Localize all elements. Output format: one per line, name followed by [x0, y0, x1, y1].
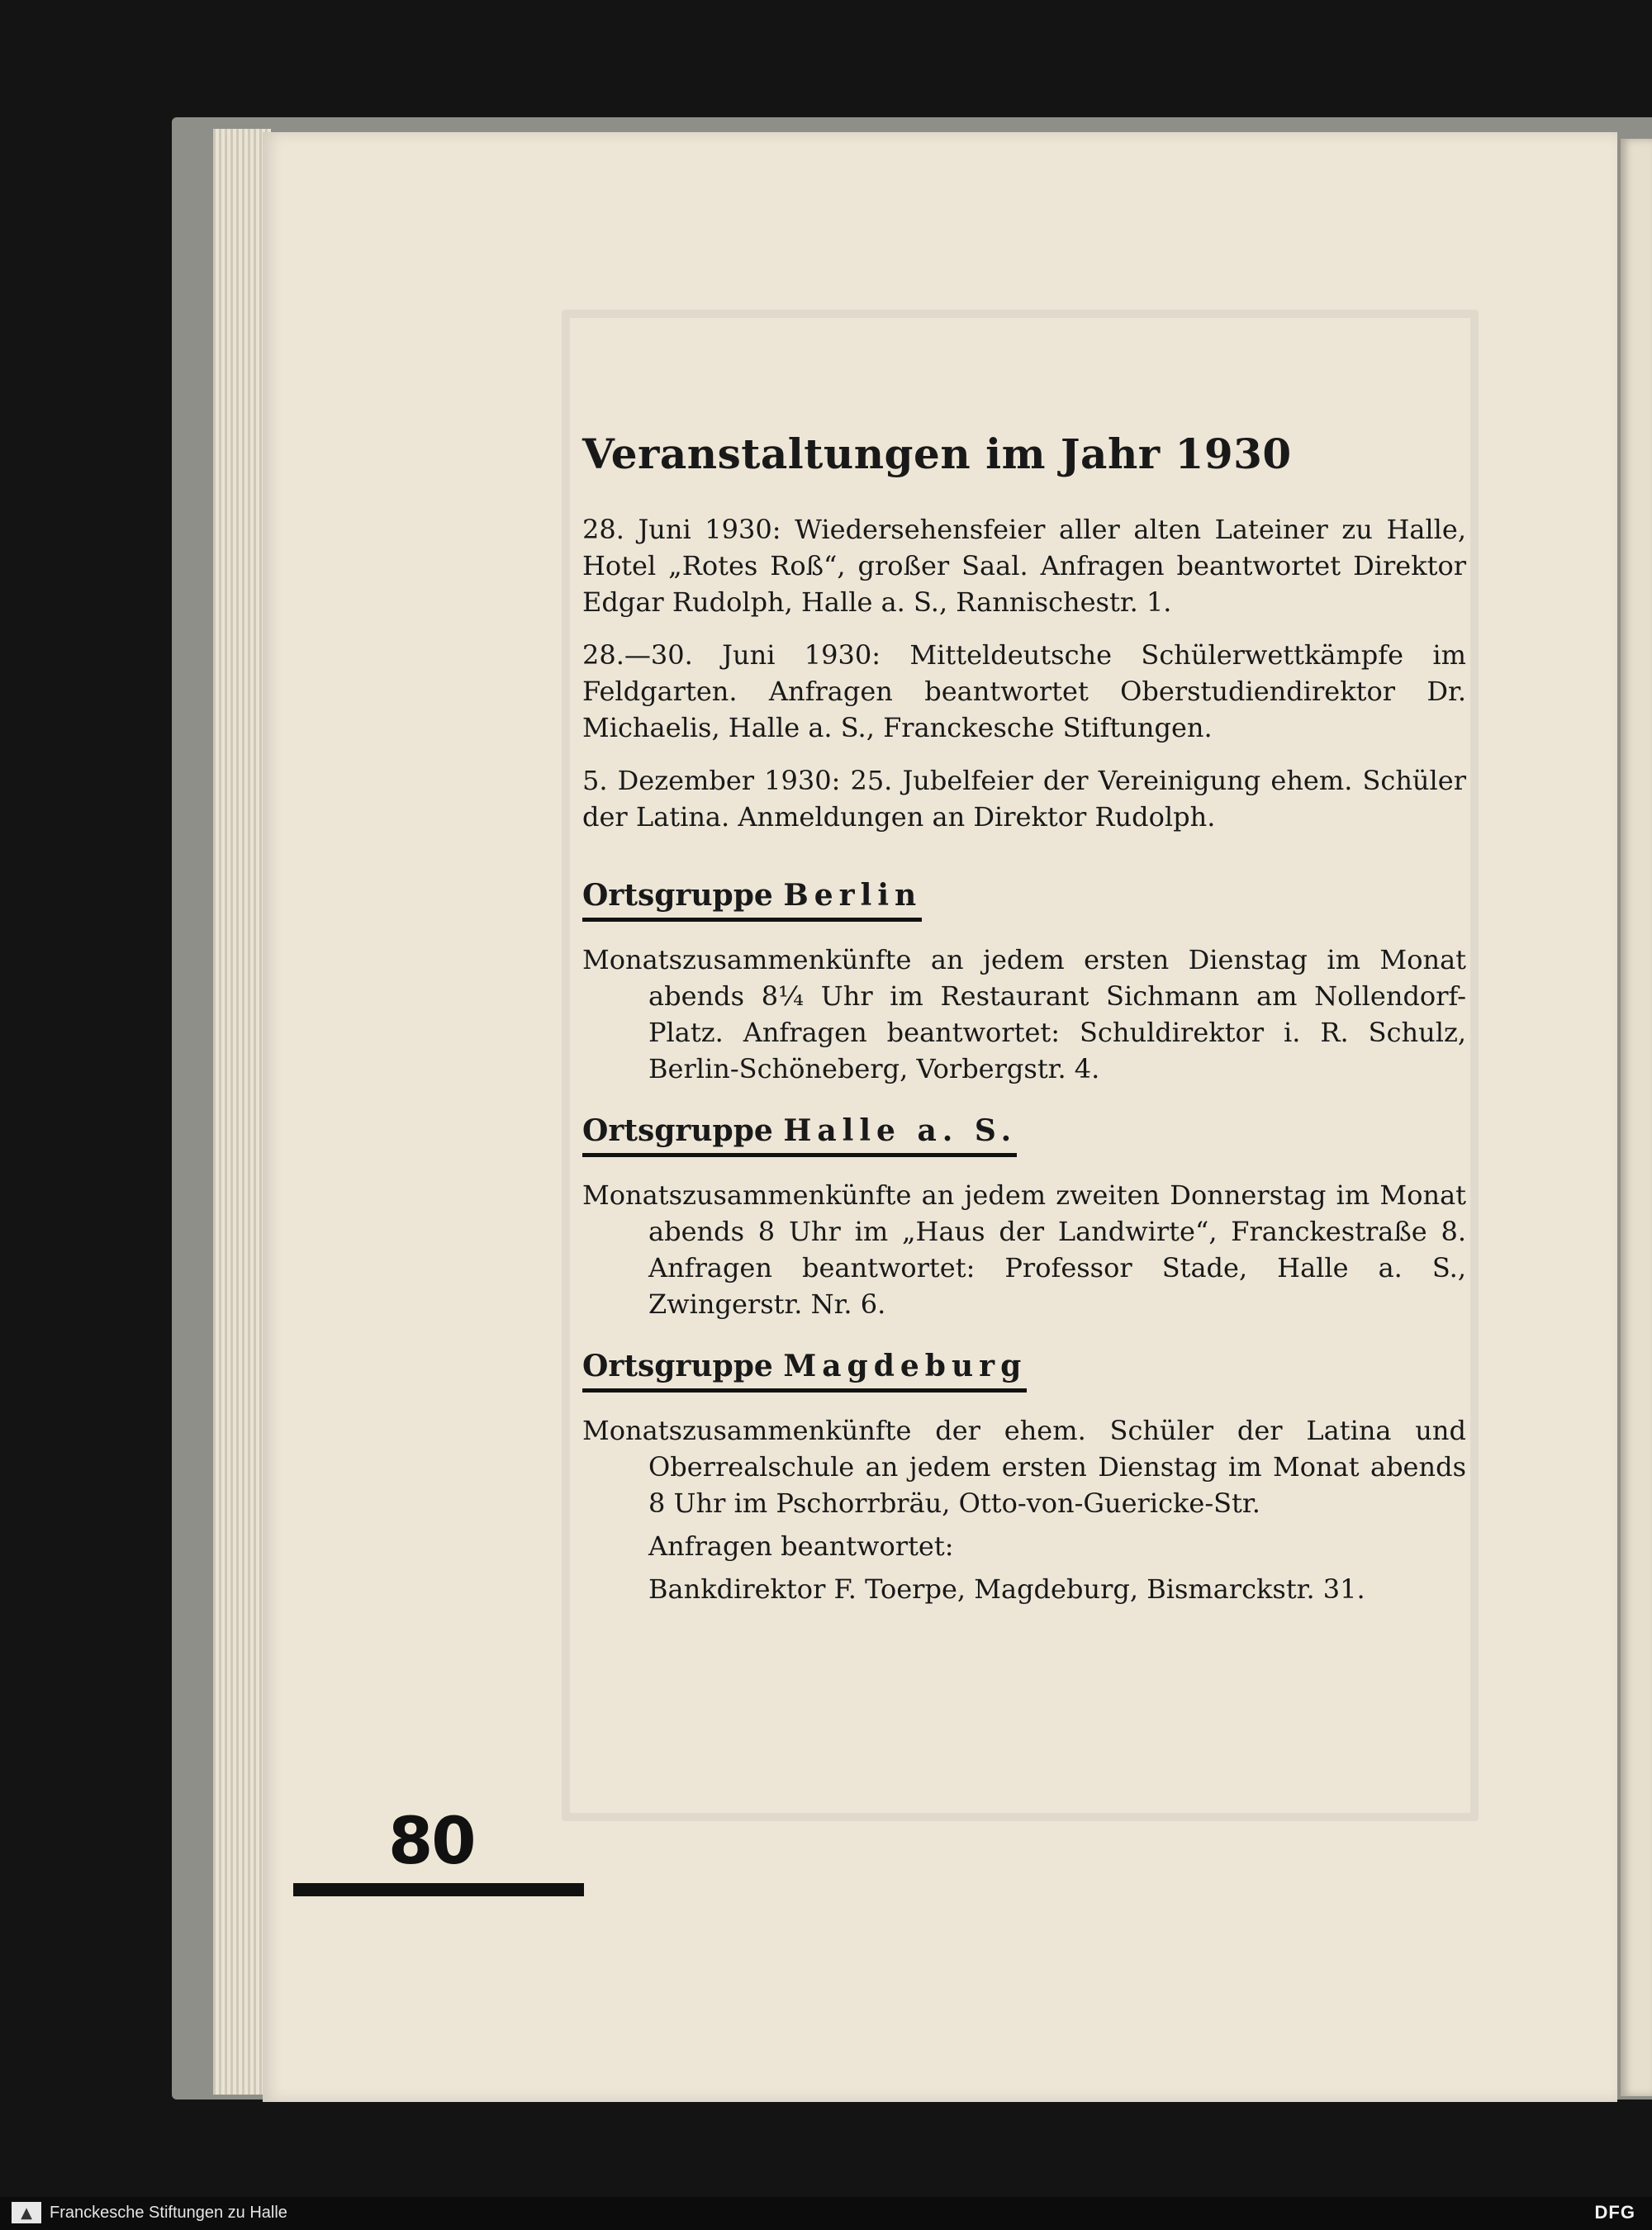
- group-heading-prefix: Ortsgruppe: [582, 1349, 773, 1383]
- group-heading-name: Berlin: [783, 878, 923, 913]
- event-item: 28.—30. Juni 1930: Mitteldeutsche Schülerwettkämpfe im Feldgarten. Anfragen beantwortet Oberstudiendirektor Dr. Michaelis, Halle a. S., Franckesche Stiftungen.: [582, 639, 1466, 743]
- provider-logo[interactable]: DFG: [1594, 2202, 1635, 2223]
- viewer-footer: [0, 2197, 1652, 2230]
- group-heading-prefix: Ortsgruppe: [582, 878, 773, 913]
- group-heading-prefix: Ortsgruppe: [582, 1113, 773, 1148]
- group-extra-contact: Bankdirektor F. Toerpe, Magdeburg, Bismarckstr. 31.: [648, 1573, 1365, 1605]
- group-heading-halle: [582, 1113, 1017, 1157]
- group-heading-name: Magdeburg: [783, 1349, 1028, 1383]
- group-text-magdeburg: Monatszusammenkünfte der ehem. Schüler der Latina und Oberrealschule an jedem ersten Dienstag im Monat abends 8 Uhr im Pschorrbräu, Otto-von-Guericke-Str.: [582, 1415, 1466, 1519]
- group-heading-name: Halle a. S.: [783, 1113, 1018, 1148]
- page-number: 80: [388, 1805, 475, 1879]
- event-item: 5. Dezember 1930: 25. Jubelfeier der Vereinigung ehem. Schüler der Latina. Anmeldungen an Direktor Rudolph.: [582, 765, 1466, 833]
- group-heading-magdeburg: [582, 1349, 1027, 1393]
- institution-logo-icon[interactable]: ▲: [12, 2202, 41, 2223]
- institution-name[interactable]: Franckesche Stiftungen zu Halle: [50, 2204, 287, 2222]
- group-heading-berlin: [582, 878, 922, 922]
- page-number-rule: [293, 1883, 584, 1896]
- page-content: [582, 429, 1466, 1607]
- group-extra-label: Anfragen beantwortet:: [648, 1530, 954, 1562]
- page-title: Veranstaltungen im Jahr 1930: [582, 429, 1292, 478]
- event-item: 28. Juni 1930: Wiedersehensfeier aller alten Lateiner zu Halle, Hotel „Rotes Roß“, großer Saal. Anfragen beantwortet Direktor Edgar Rudolph, Halle a. S., Rannischestr. 1.: [582, 514, 1466, 618]
- next-page-edge: [1621, 139, 1652, 2096]
- group-text-berlin: Monatszusammenkünfte an jedem ersten Dienstag im Monat abends 8¼ Uhr im Restaurant Sichmann am Nollendorf-Platz. Anfragen beantwortet: Schuldirektor i. R. Schulz, Berlin-Schöneberg, Vorbergstr. 4.: [582, 944, 1466, 1084]
- group-text-halle: Monatszusammenkünfte an jedem zweiten Donnerstag im Monat abends 8 Uhr im „Haus der Landwirte“, Franckestraße 8. Anfragen beantwortet: Professor Stade, Halle a. S., Zwingerstr. Nr. 6.: [582, 1179, 1466, 1320]
